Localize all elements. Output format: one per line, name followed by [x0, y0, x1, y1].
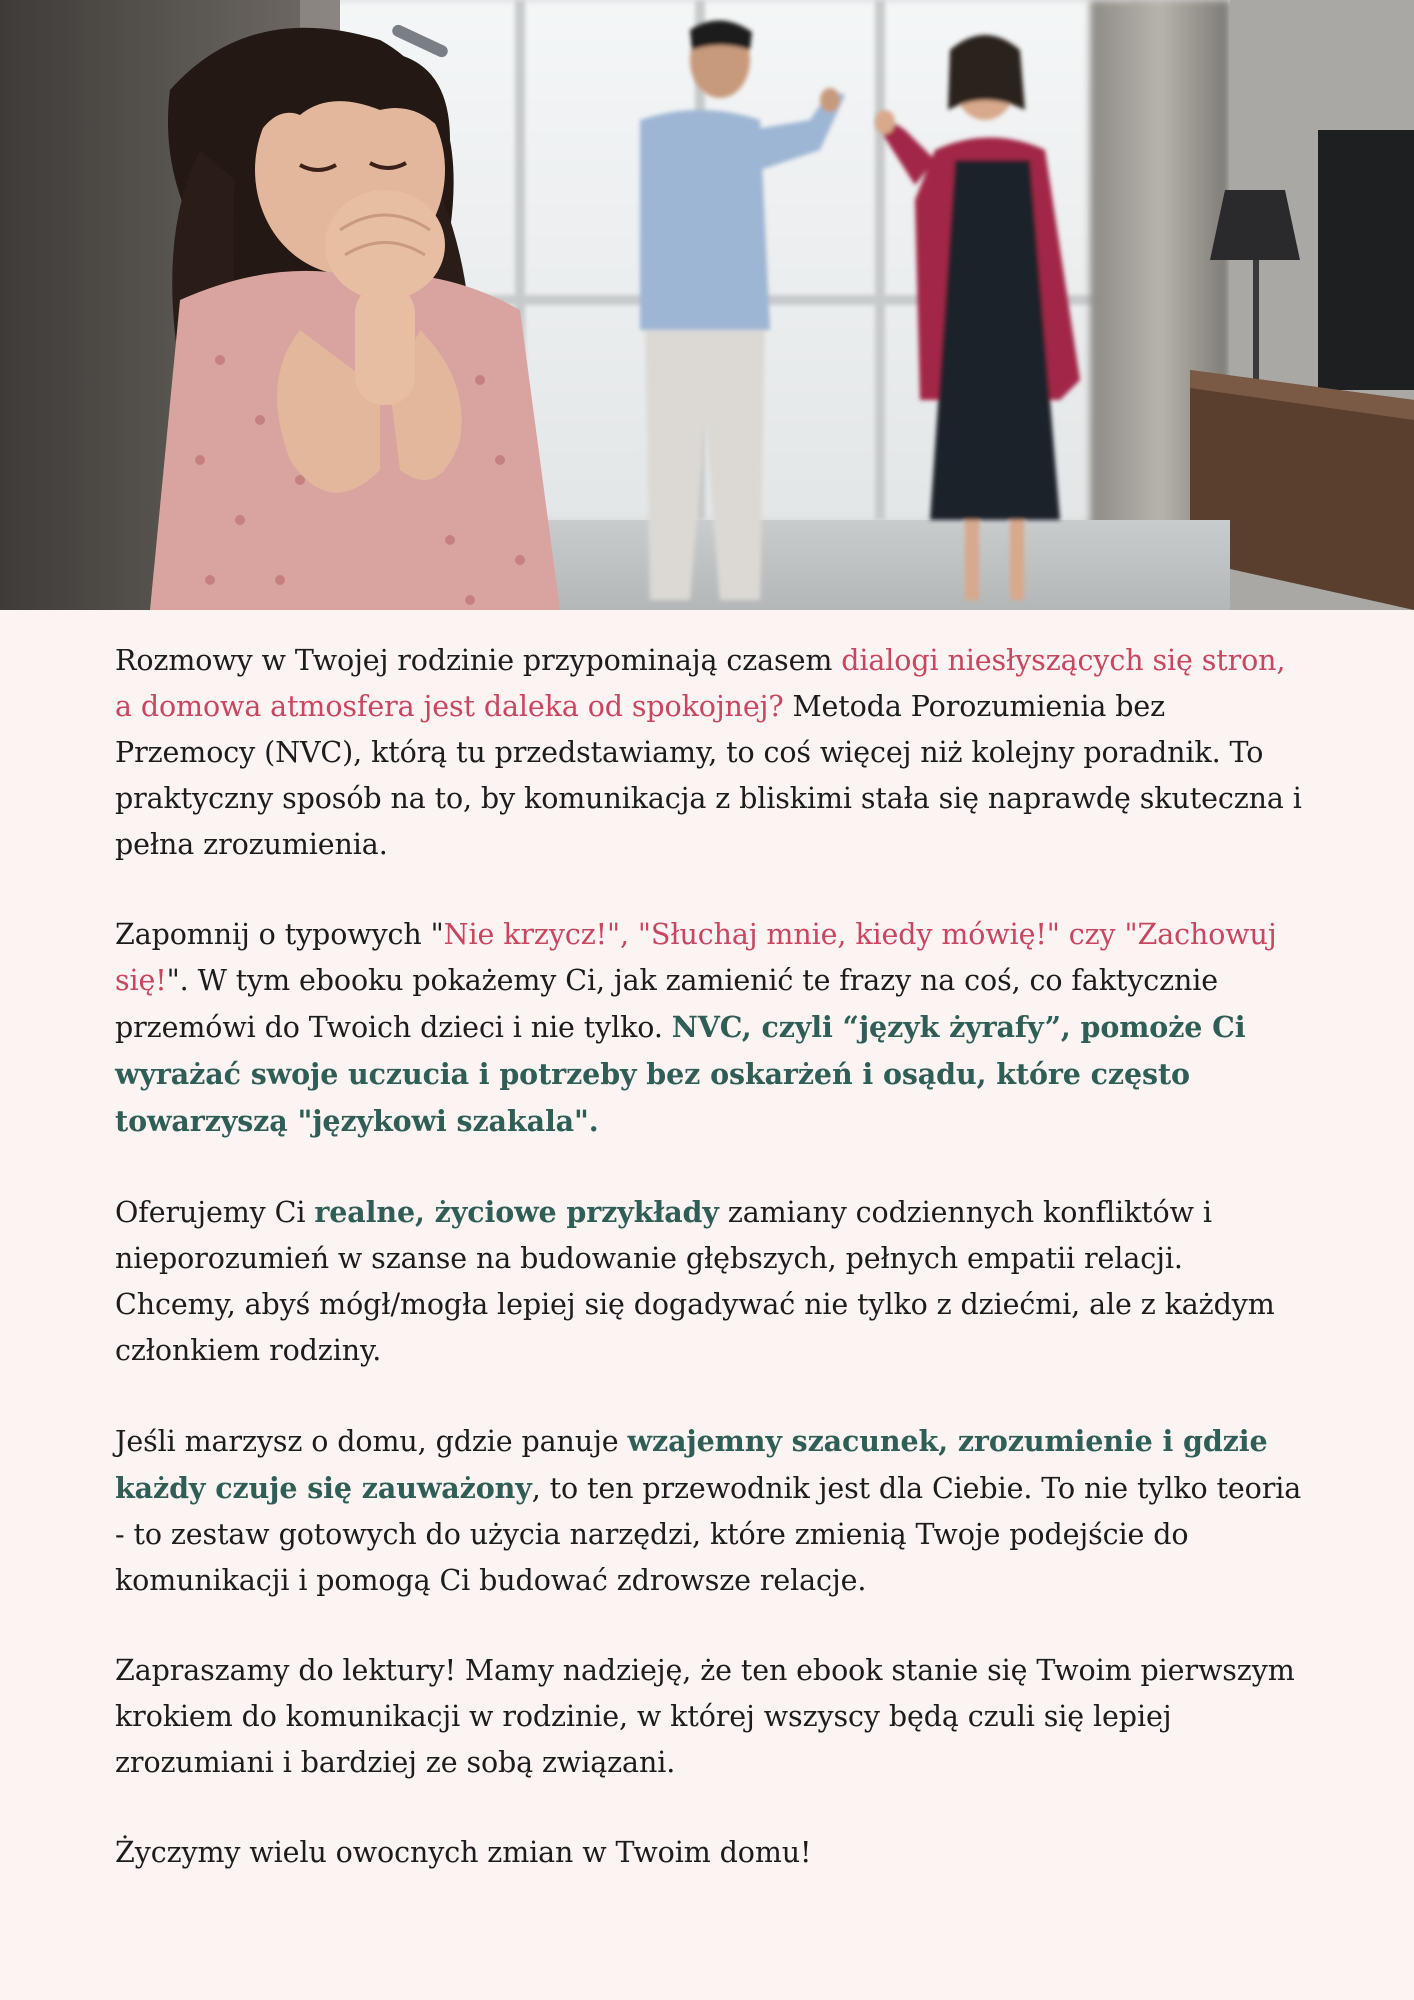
text-segment: Zapomnij o typowych ": [115, 918, 444, 951]
highlight-green: wzajemny szacunek, zrozumienie i gdzie każdy czuje się zauważony: [115, 1424, 1268, 1505]
text-segment: Jeśli marzysz o domu, gdzie panuje: [115, 1425, 628, 1458]
paragraph-5: [115, 1648, 1305, 1786]
highlight-pink: Nie krzycz!", "Słuchaj mnie, kiedy mówię!" czy "Zachowuj się!: [115, 918, 1277, 997]
text-segment: , to ten przewodnik jest dla Ciebie. To nie tylko teoria - to zestaw gotowych do użycia narzędzi, które zmienią Twoje podejście do komunikacji i pomogą Ci budować zdrowsze relacje.: [115, 1472, 1302, 1597]
photo-child-crying-parents-arguing-icon: [0, 0, 1414, 610]
text-segment: Zapraszamy do lektury! Mamy nadzieję, że ten ebook stanie się Twoim pierwszym krokiem do komunikacji w rodzinie, w której wszyscy będą czuli się lepiej zrozumiani i bardziej ze sobą związani.: [115, 1654, 1295, 1779]
hero-photo: [0, 0, 1414, 610]
text-segment: Rozmowy w Twojej rodzinie przypominają czasem: [115, 644, 842, 677]
highlight-green: NVC, czyli “język żyrafy”, pomoże Ci wyrażać swoje uczucia i potrzeby bez oskarżeń i osądu, które często towarzyszą "językowi szakala".: [115, 1010, 1246, 1138]
paragraph-2: [115, 912, 1305, 1145]
intro-text: [115, 638, 1305, 1876]
paragraph-4: [115, 1418, 1305, 1604]
paragraph-3: [115, 1189, 1305, 1374]
highlight-pink: dialogi niesłyszących się stron, a domowa atmosfera jest daleka od spokojnej?: [115, 644, 1286, 723]
text-segment: Oferujemy Ci: [115, 1196, 315, 1229]
text-segment: zamiany codziennych konfliktów i nieporozumień w szanse na budowanie głębszych, pełnych empatii relacji. Chcemy, abyś mógł/mogła lepiej się dogadywać nie tylko z dziećmi, ale z każdym członkiem rodziny.: [115, 1196, 1275, 1367]
text-segment: Metoda Porozumienia bez Przemocy (NVC), którą tu przedstawiamy, to coś więcej niż kolejny poradnik. To praktyczny sposób na to, by komunikacja z bliskimi stała się naprawdę skuteczna i pełna zrozumienia.: [115, 690, 1302, 861]
text-segment: ". W tym ebooku pokażemy Ci, jak zamienić te frazy na coś, co faktycznie przemówi do Twoich dzieci i nie tylko.: [115, 964, 1219, 1044]
paragraph-1: [115, 638, 1305, 868]
highlight-green: realne, życiowe przykłady: [314, 1195, 719, 1229]
text-segment: Życzymy wielu owocnych zmian w Twoim domu!: [115, 1836, 812, 1869]
paragraph-6: [115, 1830, 1305, 1876]
